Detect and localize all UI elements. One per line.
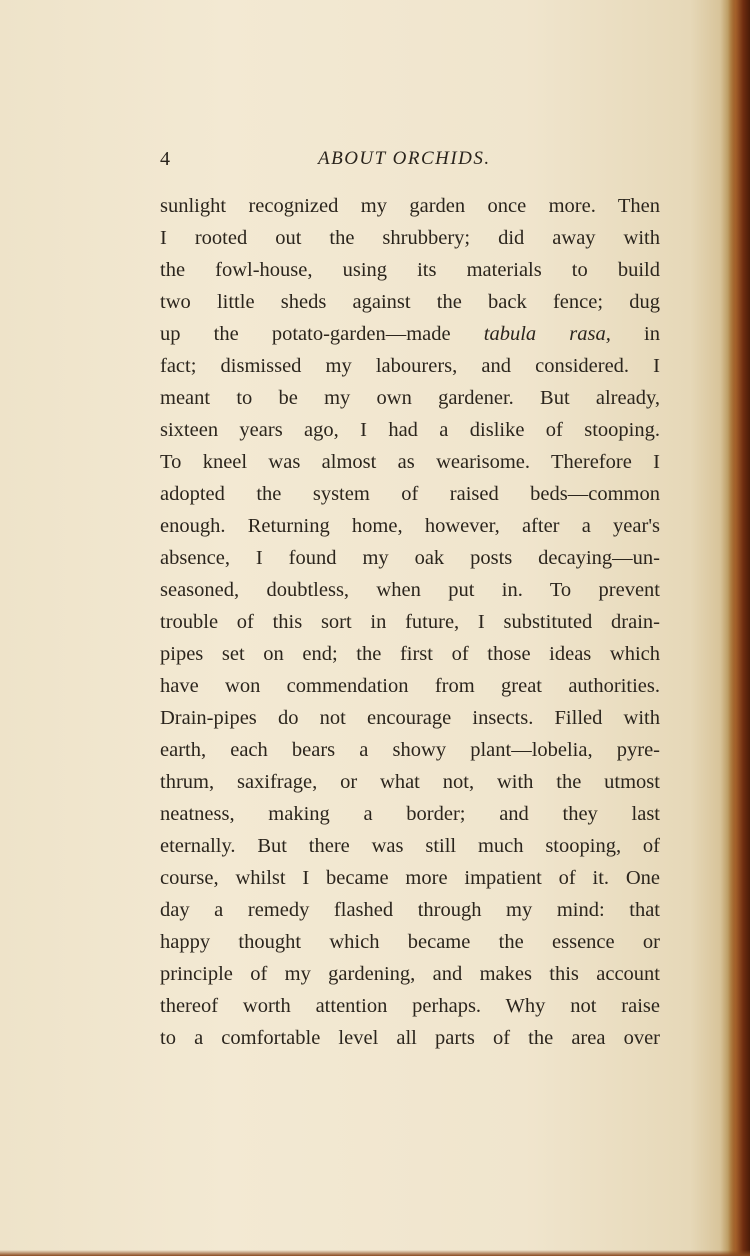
page-header	[160, 148, 660, 172]
text-line: pipes set on end; the first of those ideas which	[160, 643, 660, 665]
text-line: seasoned, doubtless, when put in. To prevent	[160, 579, 660, 601]
text-segment: in	[610, 323, 660, 345]
text-line: fact; dismissed my labourers, and considered. I	[160, 355, 660, 377]
text-line: two little sheds against the back fence; dug	[160, 291, 660, 313]
italic-phrase: tabula rasa,	[483, 323, 611, 345]
text-line: meant to be my own gardener. But already,	[160, 387, 660, 409]
text-line: sixteen years ago, I had a dislike of stooping.	[160, 419, 660, 441]
text-line: day a remedy flashed through my mind: that	[160, 899, 660, 921]
text-line: enough. Returning home, however, after a year's	[160, 515, 660, 537]
text-line: have won commendation from great authorities.	[160, 675, 660, 697]
text-line: thereof worth attention perhaps. Why not raise	[160, 995, 660, 1017]
text-line: course, whilst I became more impatient of it. One	[160, 867, 660, 889]
text-line: I rooted out the shrubbery; did away with	[160, 227, 660, 249]
text-line: happy thought which became the essence or	[160, 931, 660, 953]
text-line: To kneel was almost as wearisome. Therefore I	[160, 451, 660, 473]
running-head: ABOUT ORCHIDS.	[318, 148, 491, 169]
page-edge-binding	[728, 0, 750, 1256]
text-line: earth, each bears a showy plant—lobelia, pyre-	[160, 739, 660, 761]
text-line: absence, I found my oak posts decaying—un-	[160, 547, 660, 569]
text-line: thrum, saxifrage, or what not, with the utmost	[160, 771, 660, 793]
body-text	[160, 190, 660, 1054]
text-segment: up the potato-garden—made	[160, 323, 484, 345]
text-line: sunlight recognized my garden once more. Then	[160, 195, 660, 217]
text-line: trouble of this sort in future, I substituted drain-	[160, 611, 660, 633]
page-bottom-edge	[0, 1250, 750, 1256]
text-line: adopted the system of raised beds—common	[160, 483, 660, 505]
text-line: neatness, making a border; and they last	[160, 803, 660, 825]
text-line: principle of my gardening, and makes this account	[160, 963, 660, 985]
text-line	[160, 318, 660, 350]
text-line: eternally. But there was still much stooping, of	[160, 835, 660, 857]
page-number: 4	[160, 148, 170, 170]
text-line: Drain-pipes do not encourage insects. Filled with	[160, 707, 660, 729]
text-line: to a comfortable level all parts of the area over	[160, 1027, 660, 1049]
text-line: the fowl-house, using its materials to build	[160, 259, 660, 281]
